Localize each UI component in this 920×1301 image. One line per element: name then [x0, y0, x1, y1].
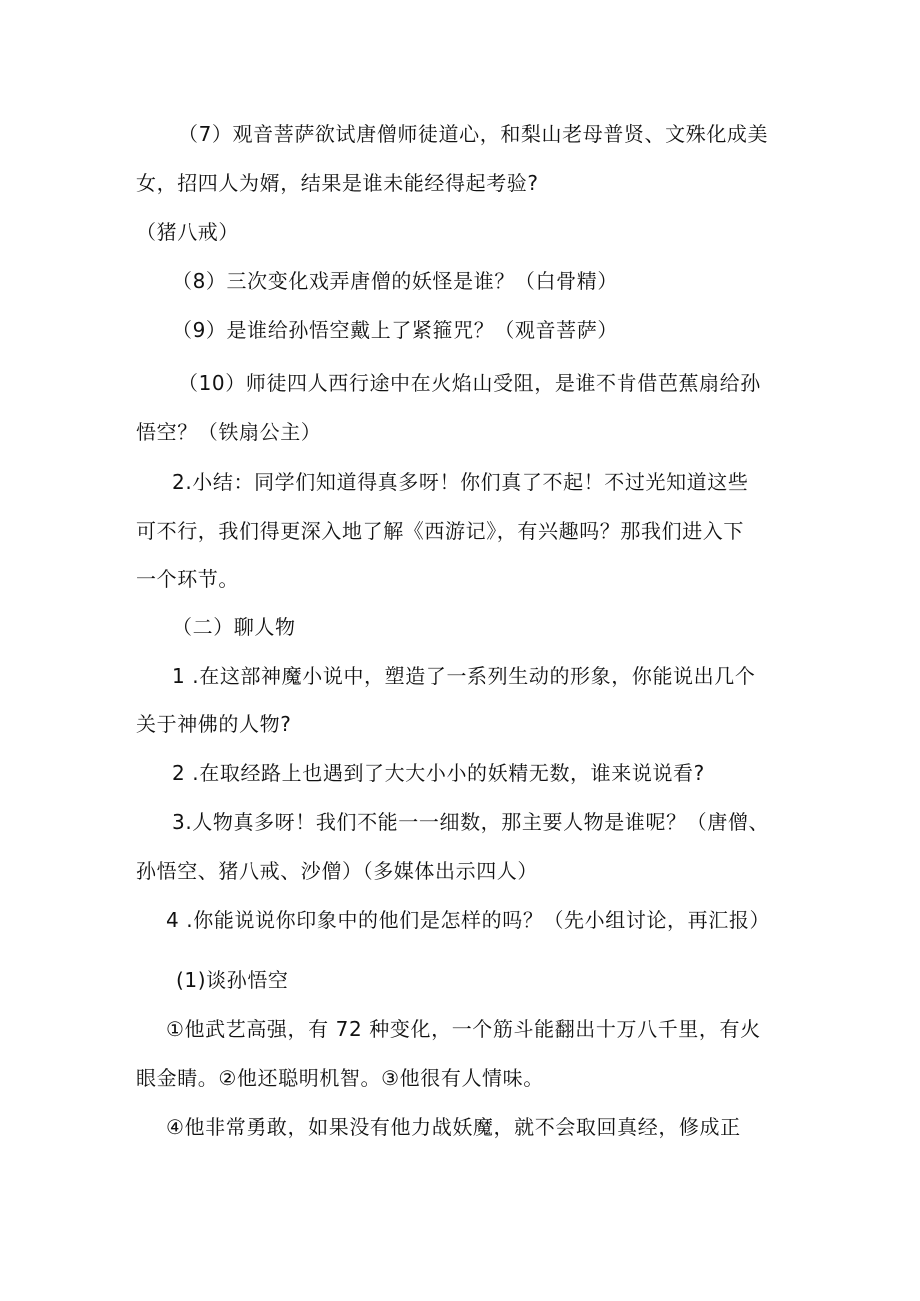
text-line-item3-part2: 孙悟空、猪八戒、沙僧）（多媒体出示四人） — [136, 859, 538, 883]
text-line-summary-part1: 2.小结：同学们知道得真多呀！你们真了不起！不过光知道这些 — [172, 470, 749, 494]
section-heading-characters: （二）聊人物 — [172, 615, 296, 639]
text-line-summary-part3: 一个环节。 — [136, 567, 239, 591]
text-line-q9: （9）是谁给孙悟空戴上了紧箍咒？（观音菩萨） — [172, 318, 618, 342]
text-line-q10-part1: （10）师徒四人西行途中在火焰山受阻，是谁不肯借芭蕉扇给孙 — [178, 371, 761, 395]
text-line-q7-answer: （猪八戒） — [136, 220, 239, 244]
text-line-q8: （8）三次变化戏弄唐僧的妖怪是谁？（白骨精） — [172, 269, 618, 293]
subheading-sun-wukong: (1)谈孙悟空 — [176, 968, 289, 992]
text-line-q7-part1: （7）观音菩萨欲试唐僧师徒道心，和梨山老母普贤、文殊化成美 — [178, 122, 769, 146]
text-line-item1-part1: 1 .在这部神魔小说中，塑造了一系列生动的形象，你能说出几个 — [172, 664, 756, 688]
text-line-item1-part2: 关于神佛的人物? — [136, 712, 292, 736]
text-line-item3-part1: 3.人物真多呀！我们不能一一细数，那主要人物是谁呢？（唐僧、 — [172, 810, 770, 834]
text-line-wukong-part2: 眼金睛。②他还聪明机智。③他很有人情味。 — [136, 1066, 544, 1090]
text-line-q7-part2: 女，招四人为婿，结果是谁未能经得起考验? — [136, 171, 539, 195]
text-line-item2: 2 .在取经路上也遇到了大大小小的妖精无数，谁来说说看? — [172, 761, 705, 785]
text-line-wukong-part3: ④他非常勇敢，如果没有他力战妖魔，就不会取回真经，修成正 — [166, 1115, 741, 1139]
text-line-item4: 4 .你能说说你印象中的他们是怎样的吗？（先小组讨论，再汇报） — [166, 908, 771, 932]
text-line-wukong-part1: ①他武艺高强，有 72 种变化，一个筋斗能翻出十万八千里，有火 — [166, 1017, 761, 1041]
text-line-q10-part2: 悟空？（铁扇公主） — [136, 420, 322, 444]
text-line-summary-part2: 可不行，我们得更深入地了解《西游记》，有兴趣吗？那我们进入下 — [136, 519, 744, 543]
